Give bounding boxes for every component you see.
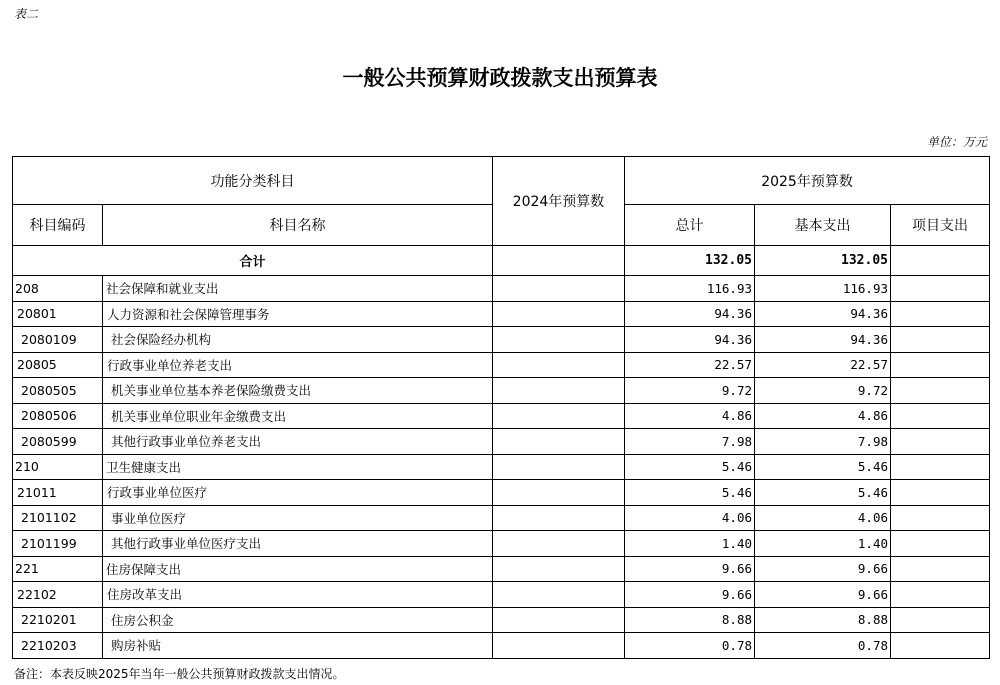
row-name: 社会保障和就业支出 <box>103 276 493 302</box>
row-basic: 22.57 <box>755 352 891 378</box>
table-row <box>13 276 990 302</box>
row-project <box>891 301 990 327</box>
header-current-year: 2025年预算数 <box>625 157 990 205</box>
row-total: 4.06 <box>625 505 755 531</box>
row-code: 22102 <box>13 582 103 608</box>
row-prior <box>493 454 625 480</box>
header-project: 项目支出 <box>891 205 990 246</box>
row-name: 事业单位医疗 <box>103 505 493 531</box>
sum-project <box>891 246 990 276</box>
row-code: 2080506 <box>13 403 103 429</box>
table-row <box>13 556 990 582</box>
row-code: 20801 <box>13 301 103 327</box>
sum-basic: 132.05 <box>755 246 891 276</box>
row-name: 社会保险经办机构 <box>103 327 493 353</box>
row-total: 7.98 <box>625 429 755 455</box>
table-row <box>13 454 990 480</box>
row-name: 行政事业单位养老支出 <box>103 352 493 378</box>
row-code: 2101199 <box>13 531 103 557</box>
table-row <box>13 480 990 506</box>
row-name: 机关事业单位基本养老保险缴费支出 <box>103 378 493 404</box>
table-row <box>13 378 990 404</box>
row-basic: 116.93 <box>755 276 891 302</box>
row-code: 221 <box>13 556 103 582</box>
row-basic: 9.72 <box>755 378 891 404</box>
row-project <box>891 531 990 557</box>
header-total: 总计 <box>625 205 755 246</box>
table-row <box>13 301 990 327</box>
table-number-label: 表二 <box>14 7 39 21</box>
row-total: 94.36 <box>625 301 755 327</box>
row-prior <box>493 505 625 531</box>
row-prior <box>493 276 625 302</box>
table-row <box>13 352 990 378</box>
row-prior <box>493 582 625 608</box>
table-row <box>13 327 990 353</box>
row-prior <box>493 301 625 327</box>
row-basic: 4.86 <box>755 403 891 429</box>
row-basic: 5.46 <box>755 454 891 480</box>
footnote: 备注：本表反映2025年当年一般公共预算财政拨款支出情况。 <box>14 667 345 681</box>
table-row <box>13 403 990 429</box>
row-prior <box>493 556 625 582</box>
row-basic: 0.78 <box>755 633 891 659</box>
row-name: 住房改革支出 <box>103 582 493 608</box>
table-row <box>13 429 990 455</box>
row-code: 2101102 <box>13 505 103 531</box>
header-functional-category: 功能分类科目 <box>13 157 493 205</box>
row-code: 20805 <box>13 352 103 378</box>
row-project <box>891 327 990 353</box>
row-name: 住房公积金 <box>103 607 493 633</box>
row-basic: 94.36 <box>755 301 891 327</box>
row-project <box>891 607 990 633</box>
row-total: 94.36 <box>625 327 755 353</box>
row-total: 8.88 <box>625 607 755 633</box>
table-row <box>13 633 990 659</box>
row-name: 机关事业单位职业年金缴费支出 <box>103 403 493 429</box>
row-name: 住房保障支出 <box>103 556 493 582</box>
row-name: 其他行政事业单位养老支出 <box>103 429 493 455</box>
row-project <box>891 352 990 378</box>
row-prior <box>493 429 625 455</box>
row-project <box>891 276 990 302</box>
row-project <box>891 633 990 659</box>
row-basic: 9.66 <box>755 582 891 608</box>
row-code: 2080109 <box>13 327 103 353</box>
row-project <box>891 403 990 429</box>
row-total: 4.86 <box>625 403 755 429</box>
row-total: 22.57 <box>625 352 755 378</box>
row-prior <box>493 403 625 429</box>
row-basic: 5.46 <box>755 480 891 506</box>
row-basic: 8.88 <box>755 607 891 633</box>
row-basic: 7.98 <box>755 429 891 455</box>
table-row <box>13 607 990 633</box>
table-row <box>13 582 990 608</box>
row-prior <box>493 327 625 353</box>
page-title: 一般公共预算财政拨款支出预算表 <box>342 65 658 90</box>
row-project <box>891 582 990 608</box>
row-project <box>891 454 990 480</box>
row-code: 21011 <box>13 480 103 506</box>
row-total: 1.40 <box>625 531 755 557</box>
sum-row <box>13 246 990 276</box>
row-name: 其他行政事业单位医疗支出 <box>103 531 493 557</box>
row-total: 0.78 <box>625 633 755 659</box>
row-code: 2210203 <box>13 633 103 659</box>
row-code: 2080505 <box>13 378 103 404</box>
row-basic: 9.66 <box>755 556 891 582</box>
sum-label: 合计 <box>13 246 493 276</box>
unit-label: 单位：万元 <box>926 135 987 149</box>
row-project <box>891 378 990 404</box>
row-prior <box>493 378 625 404</box>
row-name: 卫生健康支出 <box>103 454 493 480</box>
row-project <box>891 556 990 582</box>
row-prior <box>493 633 625 659</box>
header-name: 科目名称 <box>103 205 493 246</box>
row-project <box>891 429 990 455</box>
row-total: 9.66 <box>625 556 755 582</box>
row-name: 行政事业单位医疗 <box>103 480 493 506</box>
row-total: 9.72 <box>625 378 755 404</box>
row-total: 116.93 <box>625 276 755 302</box>
header-prior-year: 2024年预算数 <box>493 157 625 246</box>
row-project <box>891 505 990 531</box>
row-basic: 4.06 <box>755 505 891 531</box>
row-code: 208 <box>13 276 103 302</box>
row-project <box>891 480 990 506</box>
row-code: 2210201 <box>13 607 103 633</box>
row-name: 人力资源和社会保障管理事务 <box>103 301 493 327</box>
row-prior <box>493 531 625 557</box>
row-total: 5.46 <box>625 480 755 506</box>
row-prior <box>493 607 625 633</box>
header-code: 科目编码 <box>13 205 103 246</box>
table-row <box>13 531 990 557</box>
row-basic: 94.36 <box>755 327 891 353</box>
sum-prior <box>493 246 625 276</box>
row-prior <box>493 480 625 506</box>
row-total: 5.46 <box>625 454 755 480</box>
row-code: 210 <box>13 454 103 480</box>
sum-total: 132.05 <box>625 246 755 276</box>
row-name: 购房补贴 <box>103 633 493 659</box>
row-prior <box>493 352 625 378</box>
row-basic: 1.40 <box>755 531 891 557</box>
budget-table <box>12 156 990 659</box>
row-total: 9.66 <box>625 582 755 608</box>
row-code: 2080599 <box>13 429 103 455</box>
table-row <box>13 505 990 531</box>
header-basic: 基本支出 <box>755 205 891 246</box>
